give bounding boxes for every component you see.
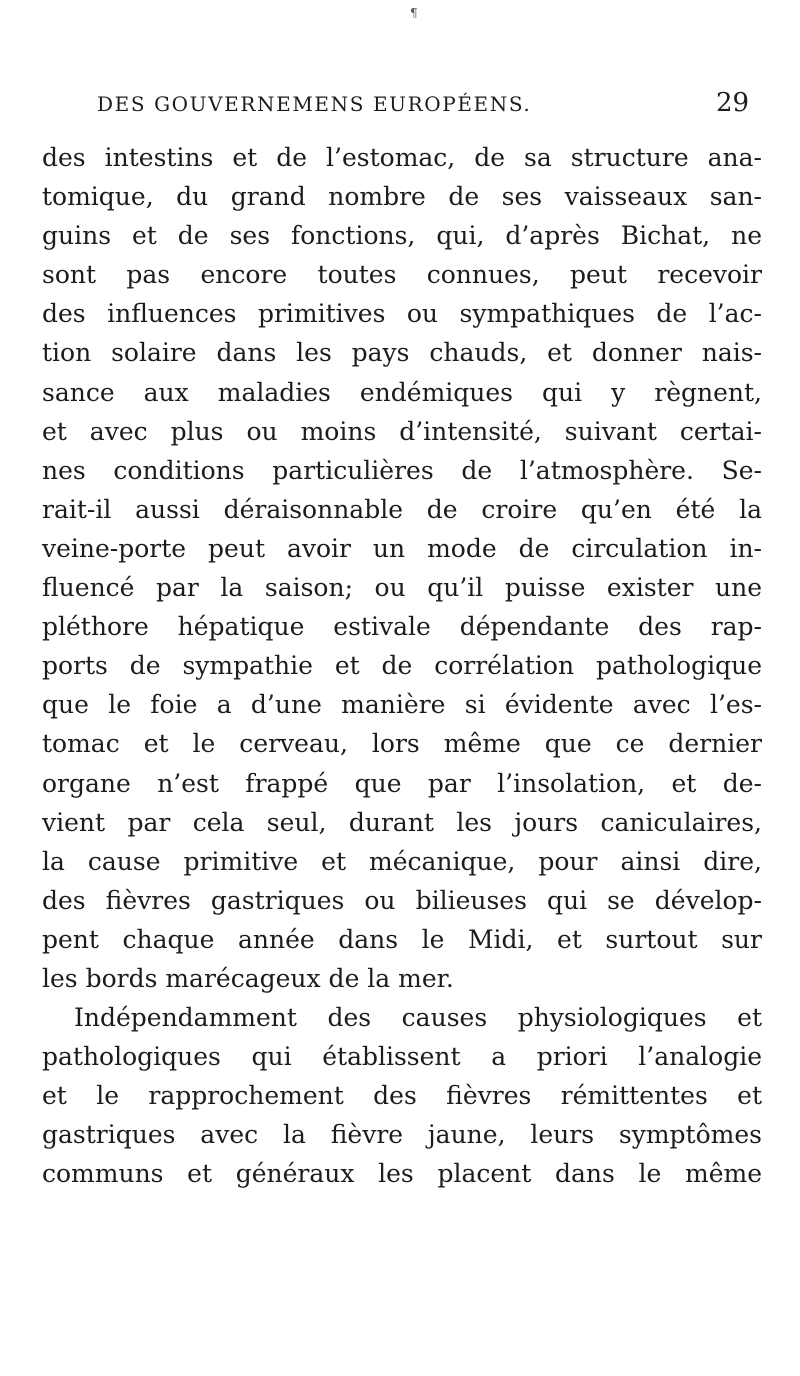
text-line: que le foie a d’une manière si évidente avec l’es- — [42, 690, 762, 720]
text-line: des intestins et de l’estomac, de sa structure ana- — [42, 143, 762, 172]
text-line: et le rapprochement des fièvres rémittentes et — [42, 1081, 762, 1111]
text-line: vient par cela seul, durant les jours caniculaires, — [42, 807, 762, 837]
text-line: organe n’est frappé que par l’insolation, et de- — [42, 768, 762, 798]
page-header — [0, 88, 800, 128]
text-line: fluencé par la saison; ou qu’il puisse exister une — [42, 573, 762, 603]
text-line: nes conditions particulières de l’atmosphère. Se- — [42, 455, 762, 485]
text-line: des influences primitives ou sympathiques de l’ac- — [42, 299, 762, 329]
running-title: DES GOUVERNEMENS EUROPÉENS. — [97, 92, 532, 116]
text-line: gastriques avec la fièvre jaune, leurs symptômes — [42, 1120, 762, 1150]
text-line: rait-il aussi déraisonnable de croire qu’en été la — [42, 494, 762, 524]
text-line: pléthore hépatique estivale dépendante des rap- — [42, 612, 762, 642]
text-line: des fièvres gastriques ou bilieuses qui se dévelop- — [42, 885, 762, 915]
text-line: tion solaire dans les pays chauds, et donner nais- — [42, 338, 762, 368]
text-line: pent chaque année dans le Midi, et surtout sur — [42, 924, 762, 954]
printer-mark: ¶ — [410, 6, 418, 20]
body-text — [42, 138, 762, 1194]
paragraph-start-line: Indépendamment des causes physiologiques et — [74, 1003, 762, 1033]
page-number: 29 — [716, 88, 750, 118]
text-line: la cause primitive et mécanique, pour ainsi dire, — [42, 846, 762, 876]
text-line: communs et généraux les placent dans le même — [42, 1159, 762, 1189]
text-line: sance aux maladies endémiques qui y règnent, — [42, 377, 762, 407]
text-line: ports de sympathie et de corrélation pathologique — [42, 651, 762, 681]
paragraph-end-line: les bords marécageux de la mer. — [42, 963, 454, 993]
text-line: sont pas encore toutes connues, peut recevoir — [42, 260, 762, 290]
text-line: guins et de ses fonctions, qui, d’après Bichat, ne — [42, 221, 762, 251]
text-line: tomac et le cerveau, lors même que ce dernier — [42, 729, 762, 759]
text-line: et avec plus ou moins d’intensité, suivant certai- — [42, 416, 762, 446]
text-line: pathologiques qui établissent a priori l’analogie — [42, 1042, 762, 1072]
text-line: veine-porte peut avoir un mode de circulation in- — [42, 533, 762, 563]
text-line: tomique, du grand nombre de ses vaisseaux san- — [42, 182, 762, 212]
